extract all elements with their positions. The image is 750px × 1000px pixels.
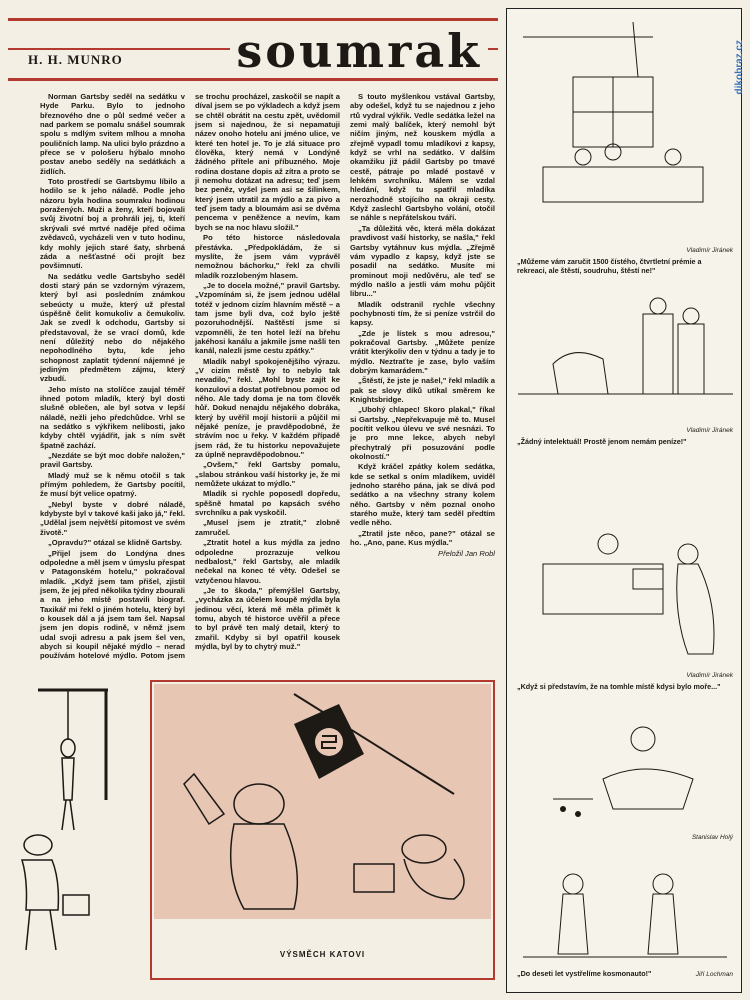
translator-credit: Přeložil Jan Robl xyxy=(438,548,495,558)
story-paragraph: „Nezdáte se být moc dobře naložen," pravil Gartsby. xyxy=(40,451,185,470)
author-name: H. H. MUNRO xyxy=(28,52,123,67)
story-paragraph: Po této historce následovala přestávka. „Předpokládám, že si myslíte, že jsem vám vyprávěl nemožnou báchorku," řekl za chvíli mladík rozzlobeným hlasem. xyxy=(195,233,340,280)
cartoon-1-caption: „Můžeme vám zaručit 1500 čístého, čtvrtletní prémie a rekreaci, ale štěstí, soudruhu, štěstí ne!" xyxy=(517,257,702,275)
title-rule-bottom xyxy=(8,78,498,81)
story-paragraph: „Nebyl byste v dobré náladě, kdybyste byl v takové kaši jako já," řekl. „Udělal jsem největší pitomost ve svém životě." xyxy=(40,499,185,537)
cartoon-1-credit: Vladimír Jiránek xyxy=(686,247,733,254)
cartoon-3 xyxy=(513,464,737,669)
story-paragraph: „Je to docela možné," pravil Gartsby. „Vzpomínám si, že jsem jednou udělal totéž v jednom cizím hlavním městě – a tam jsme byli dva, což bylo ještě pozoruhodnější. Naštěstí jsme si vzpomněli, že ten hotel leží na břehu jakéhosi kanálu a jakmile jsme našli ten kanál, nalezli jsme cestu zpátky." xyxy=(195,280,340,356)
cartoon-column xyxy=(506,8,742,993)
cartoon-5-credit: Jiří Lochman xyxy=(695,971,733,978)
story-paragraph: Mladík si rychle poposedl dopředu, spěšně hmatal po kapsách svého svrchníku a pak vyskočil. xyxy=(195,489,340,518)
cartoon-4-credit: Stanislav Holý xyxy=(691,834,733,841)
story-paragraph: „Ztratit hotel a kus mýdla za jedno odpoledne prozrazuje velkou nedbalost," řekl Gartsby, ale mladík nečekal na konec té věty. Odešel se vztyčenou hlavou. xyxy=(195,538,340,585)
story-paragraph: „Ta důležitá věc, která měla dokázat pravdivost vaší historky, se našla," řekl Gartsby vytáhnuv kus mýdla. „Zřejmě vám vypadlo z kapsy, když jste se posadil na sedátko. Musíte mi prominout moji nedůvěru, ale teď se mýdlo našlo a jestli vám mohu půjčit libru..." xyxy=(350,223,495,299)
title-bar xyxy=(8,12,498,82)
story-paragraph: Mladík odstranil rychle všechny pochybnosti tím, že si peníze vstrčil do kapsy. xyxy=(350,299,495,328)
executioner-drawing xyxy=(154,684,491,919)
cartoon-1 xyxy=(513,17,737,222)
bottom-illustration-panel xyxy=(8,680,495,985)
story-paragraph: Mladík nabyl spokojenějšího výrazu. „V cizím městě by to nebylo tak nevadilo," řekl. „Mohl byste zajít ke konzulovi a dostat potřebnou pomoc od něho. Ale tady doma je na tom člověk hůř. Dokud nenajdu nějakého dobráka, který by uvěřil mojí historii a půjčil mi nějaké peníze, je pravděpodobné, že strávím noc u řeky. V každém případě jsem rád, že tu historku nepovažujete za úplně nepravděpodobnou." xyxy=(195,356,340,460)
cartoon-3-credit: Vladimír Jiránek xyxy=(686,672,733,679)
executioner-illustration-frame xyxy=(150,680,495,980)
story-paragraph: „Ubohý chlapec! Skoro plakal," říkal si Gartsby. „Nepřekvapuje mě to. Musel pocítit velkou úlevu ve své nesnázi. To je pro mne lekce, abych nebyl přechytralý při posuzování podle okolností." xyxy=(350,405,495,462)
story-title: soumrak xyxy=(230,26,488,76)
story-paragraph: „Zde je lístek s mou adresou," pokračoval Gartsby. „Můžete peníze vrátit kterýkoliv den v týdnu a tady je to mýdlo. Neztraťte je zase, bylo vaším dobrým kamarádem." xyxy=(350,328,495,375)
story-paragraph: „Musel jsem je ztratit," zlobně zamručel. xyxy=(195,518,340,537)
cartoon-2 xyxy=(513,284,737,424)
cartoon-5-caption: „Do deseti let vystřelíme kosmonauto!" xyxy=(517,969,652,978)
story-body xyxy=(40,92,495,662)
story-paragraph: „Je to škoda," přemýšlel Gartsby, „vycházka za účelem koupě mýdla byla jedinou věcí, která mě měla přimět k tomu, abych té historce uvěřil a přece to byl právě ten malý detail, který to zmařil. Kdyby si byl opatřil kousek mýdla, byl by to chytrý muž." xyxy=(195,585,340,651)
story-paragraph: „Opravdu?" otázal se klidně Gartsby. xyxy=(48,538,182,548)
cartoon-3-caption: „Když si představím, že na tomhle místě kdysi bylo moře..." xyxy=(517,682,721,691)
story-paragraph: Norman Gartsby seděl na sedátku v Hyde Parku. Bylo to jednoho březnového dne o půl sedmé večer a nad parkem se pomalu snášel soumrak spolu s mdlým svitem mlhou a mnoha pouličních lamp. Na ulici bylo prázdno a přece se v pološeru hýbalo mnoho postav anebo seděly na sedátkách a židlích. xyxy=(40,92,185,176)
executioner-illustration xyxy=(154,684,491,919)
story-paragraph: „Přijel jsem do Londýna dnes odpoledne a měl jsem v úmyslu přespat v Patagonském hotelu," pokračoval mladík. „Když jsem tam přišel, zjistil jsem, že jej před několika týdny zbourali a na jeho místě postavili biograf. Taxikář mi řekl o jiném hotelu, který byl o kousek dál a já jsem tam šel. Napsal jsem jen dopis rodině, v němž jsem udal svoji adresu a pak jsem šel ven, abych si koupil nějaké mýdlo – nerad používám hotelové mýdlo. Potom jsem se trochu procházel, zaskočil se napít a díval jsem se po výkladech a když jsem se chtěl obrátit na cestu zpět, uvědomil jsem si najednou, že si nepamatuji název onoho hotelu ani jméno ulice, ve které ten hotel je. To je zlá situace pro člověka, který nemá v Londýně žádného přítele ani příbuzného. Moje rodina dostane dopis až zítra a proto se ji nemohu dotázat na adresu; teď jsem bez peněz, vyšel jsem asi se šilinkem, který jsem utratil za mýdlo a za pivo a teď jsem tady a bloumám asi se dvěma pencema v peněžence a nevím, kam bych se na noc hlavu složil." xyxy=(40,92,340,661)
cartoon-4 xyxy=(513,709,737,829)
cartoon-2-caption: „Žádný intelektuál! Prostě jenom nemám peníze!" xyxy=(517,437,687,446)
cartoon-5 xyxy=(513,849,737,964)
story-paragraph: „Ovšem," řekl Gartsby pomalu, „slabou stránkou vaší historky je, že mi nemůžete ukázat to mýdlo." xyxy=(195,460,340,489)
story-paragraph: „Štěstí, že jste je našel," řekl mladík a pak se slovy díků utíkal směrem ke Knightsbridge. xyxy=(350,376,495,404)
title-rule-top xyxy=(8,18,498,21)
story-paragraph: Jeho místo na stolíčce zaujal téměř ihned potom mladík, který byl dosti slušně oblečen, ale byl sotva v lepší náladě, nežli jeho předchůdce. Vrhl se na sedátko s výkřikem nelibosti, jako kdyby chtěl vyjádřit, jak s ním svět špatně zachází. xyxy=(40,384,185,450)
story-paragraph: „Ztratil jste něco, pane?" otázal se ho. „Ano, pane. Kus mýdla." xyxy=(350,528,495,548)
gallows-cartoon xyxy=(8,680,148,985)
illustration-caption: VÝSMĚCH KATOVI xyxy=(279,950,366,959)
story-paragraph: Mladý muž se k němu otočil s tak přímým pohledem, že Gartsby pocítil, že musí být velice opatrný. xyxy=(40,470,185,499)
story-paragraph: Na sedátku vedle Gartsbyho seděl dosti starý pán se vzdorným výrazem, který byl asi posledním známkou sebeúcty u muže, který už přestal úspěšně čelit komukoliv a čemukoliv. Jak se zvedl k odchodu, Gartsby si představoval, že se vrací domů, kde není důležitý nebo do nějakého nepohodlného bytu, kde jeho schopnost zaplatit týdenní nájemné je jediným předmětem zájmu, který vzbudí. xyxy=(40,271,185,384)
cartoon-2-credit: Vladimír Jiránek xyxy=(686,427,733,434)
story-paragraph: S touto myšlenkou vstával Gartsby, aby odešel, když tu se najednou z jeho rtů vydral výkřik. Vedle sedátka ležel na zemi malý balíček, který nemohl být ničím jiným, než kouskem mýdla a zřejmě vypadl tomu mladíkovi z kapsy, když se vrhl na sedátko. V dalším okamžiku již pádil Gartsby po tmavé cestě, pátraje po mladé postavě v lehkém svrchníku. Málem se vzdal hledání, když tu spatřil mladíka nerozhodně stojícího na okraji cesty. Když zaslechl Gartsbyho volání, otočil se náhle s nepřátelskou tváří. xyxy=(350,92,495,223)
story-paragraph: Když kráčel zpátky kolem sedátka, kde se setkal s oním mladíkem, uviděl jednoho starého pána, jak se dívá pod sedátko a na všechny strany kolem něho. Gartsby v něm poznal onoho starého muže, který tam seděl předtím vedle něho. xyxy=(350,462,495,528)
site-watermark: dikobraz.cz xyxy=(734,40,745,95)
story-paragraph: Toto prostředí se Gartsbymu líbilo a hodilo se k jeho náladě. Podle jeho názoru byla hodina soumraku hodinou poražených. Muži a ženy, kteří bojovali svůj životní boj a prohráli jej, ti, kteří skrývali své mrtvé naděje před očima zvědavců, vycházeli ven v tuto hodinu, kdy mohly jejich staré šaty, shrbená záda a nešťastné oči projít bez povšimnutí. xyxy=(40,177,185,271)
